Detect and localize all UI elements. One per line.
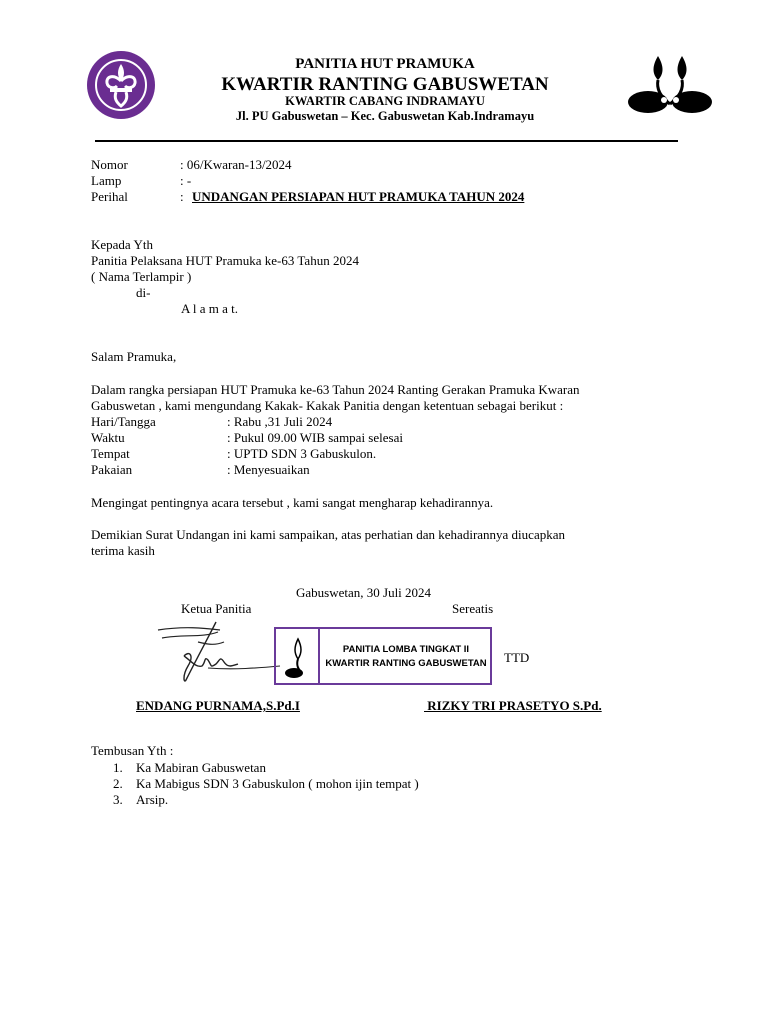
recipient-line-2: Panitia Pelaksana HUT Pramuka ke-63 Tahun 2024 bbox=[91, 253, 359, 268]
tembusan-item-num: 2. bbox=[113, 776, 123, 791]
tunas-stamp-icon bbox=[282, 635, 312, 679]
lamp-value: : - bbox=[180, 173, 192, 188]
place-date: Gabuswetan, 30 Juli 2024 bbox=[296, 585, 432, 600]
tembusan-item-num: 1. bbox=[113, 760, 123, 775]
role-right: Sereatis bbox=[452, 601, 494, 616]
detail-value: : Rabu ,31 Juli 2024 bbox=[227, 414, 333, 429]
detail-label: Pakaian bbox=[91, 462, 133, 477]
para2: Mengingat pentingnya acara tersebut , kami sangat mengharap kehadirannya. bbox=[91, 495, 494, 510]
header-line-3: KWARTIR CABANG INDRAMAYU bbox=[285, 94, 485, 108]
tembusan-title: Tembusan Yth : bbox=[91, 743, 174, 758]
perihal-colon: : bbox=[180, 189, 184, 204]
greeting: Salam Pramuka, bbox=[91, 349, 177, 364]
tembusan-item: Ka Mabigus SDN 3 Gabuskulon ( mohon ijin tempat ) bbox=[136, 776, 419, 791]
tembusan-item: Arsip. bbox=[136, 792, 169, 807]
signer-right-name: RIZKY TRI PRASETYO S.Pd. bbox=[424, 698, 602, 713]
header-address: Jl. PU Gabuswetan – Kec. Gabuswetan Kab.Indramayu bbox=[235, 109, 535, 123]
stamp-line-2: KWARTIR RANTING GABUSWETAN bbox=[325, 658, 487, 669]
para1-line-1: Dalam rangka persiapan HUT Pramuka ke-63 Tahun 2024 Ranting Gerakan Pramuka Kwaran bbox=[91, 382, 580, 397]
stamp-line-1: PANITIA LOMBA TINGKAT II bbox=[342, 644, 470, 655]
pramuka-logo-icon bbox=[86, 50, 156, 120]
tembusan-item-num: 3. bbox=[113, 792, 123, 807]
tunas-kelapa-icon bbox=[626, 50, 714, 120]
ttd-label: TTD bbox=[504, 650, 530, 665]
lamp-label: Lamp bbox=[91, 173, 122, 188]
recipient-line-4: di- bbox=[136, 285, 151, 300]
header-title: KWARTIR RANTING GABUSWETAN bbox=[221, 74, 549, 95]
detail-label: Tempat bbox=[91, 446, 130, 461]
signer-left-name: ENDANG PURNAMA,S.Pd.I bbox=[136, 698, 300, 713]
recipient-line-5: A l a m a t. bbox=[181, 301, 239, 316]
header-divider bbox=[95, 140, 678, 142]
role-left: Ketua Panitia bbox=[181, 601, 252, 616]
detail-value: : UPTD SDN 3 Gabuskulon. bbox=[227, 446, 377, 461]
detail-value: : Menyesuaikan bbox=[227, 462, 310, 477]
para3-line-1: Demikian Surat Undangan ini kami sampaikan, atas perhatian dan kehadirannya diucapkan bbox=[91, 527, 565, 542]
committee-stamp bbox=[274, 627, 492, 685]
header-line-1: PANITIA HUT PRAMUKA bbox=[295, 56, 475, 72]
para1-line-2: Gabuswetan , kami mengundang Kakak- Kakak Panitia dengan ketentuan sebagai berikut : bbox=[91, 398, 564, 413]
para3-line-2: terima kasih bbox=[91, 543, 155, 558]
nomor-label: Nomor bbox=[91, 157, 128, 172]
signature-image bbox=[154, 616, 282, 688]
nomor-value: : 06/Kwaran-13/2024 bbox=[180, 157, 292, 172]
perihal-value: UNDANGAN PERSIAPAN HUT PRAMUKA TAHUN 2024 bbox=[192, 189, 525, 204]
recipient-line-3: ( Nama Terlampir ) bbox=[91, 269, 192, 284]
recipient-line-1: Kepada Yth bbox=[91, 237, 153, 252]
detail-label: Hari/Tangga bbox=[91, 414, 156, 429]
tembusan-item: Ka Mabiran Gabuswetan bbox=[136, 760, 266, 775]
perihal-label: Perihal bbox=[91, 189, 128, 204]
stamp-divider bbox=[318, 629, 320, 683]
detail-label: Waktu bbox=[91, 430, 125, 445]
detail-value: : Pukul 09.00 WIB sampai selesai bbox=[227, 430, 403, 445]
